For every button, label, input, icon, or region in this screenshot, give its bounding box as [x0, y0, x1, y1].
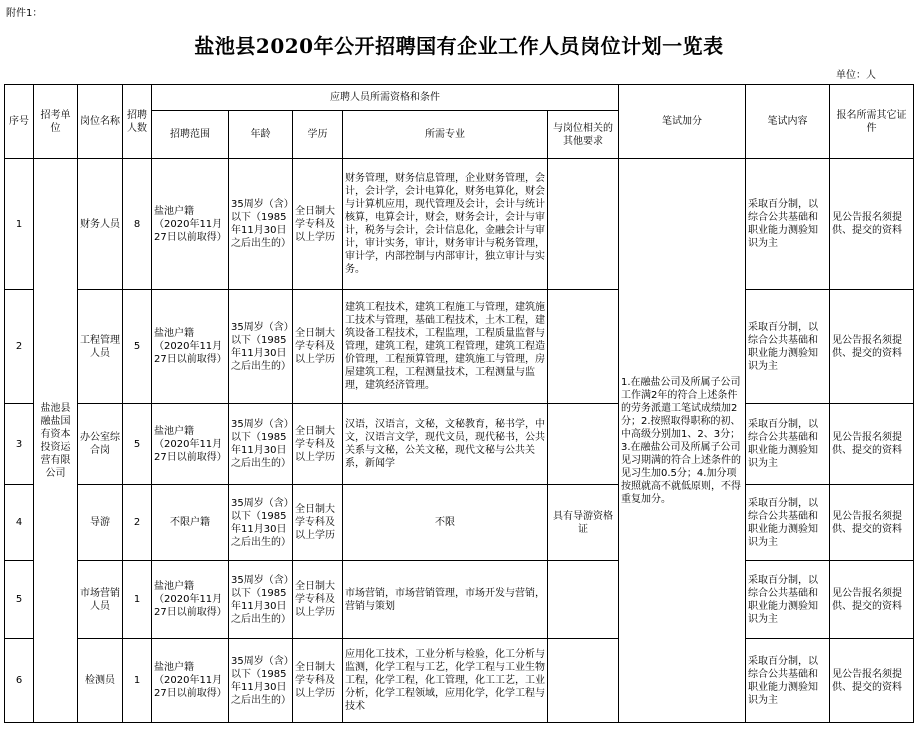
header-post: 岗位名称 [78, 85, 123, 159]
cell-major: 不限 [343, 485, 548, 561]
cell-count: 1 [123, 639, 152, 723]
cell-education: 全日制大学专科及以上学历 [293, 404, 343, 485]
cell-seq: 4 [5, 485, 34, 561]
cell-post: 工程管理人员 [78, 290, 123, 404]
header-exam: 笔试内容 [746, 85, 830, 159]
cell-docs: 见公告报名须提供、提交的资料 [830, 404, 914, 485]
cell-count: 5 [123, 404, 152, 485]
cell-age: 35周岁（含）以下（1985年11月30日之后出生的） [229, 561, 293, 639]
cell-post: 市场营销人员 [78, 561, 123, 639]
cell-seq: 6 [5, 639, 34, 723]
page-title: 盐池县2020年公开招聘国有企业工作人员岗位计划一览表 [194, 34, 724, 58]
cell-major: 应用化工技术，工业分析与检验，化工分析与监测，化学工程与工艺，化学工程与工业生物工程，化学工程，化工管理，化工工艺，工业分析，化学工程领域，应用化学，化学工程与技术 [343, 639, 548, 723]
cell-seq: 3 [5, 404, 34, 485]
cell-seq: 5 [5, 561, 34, 639]
cell-count: 2 [123, 485, 152, 561]
header-age: 年龄 [229, 111, 293, 159]
cell-exam: 采取百分制，以综合公共基础和职业能力测验知识为主 [746, 404, 830, 485]
header-education: 学历 [293, 111, 343, 159]
recruitment-plan-table [4, 84, 914, 723]
header-seq: 序号 [5, 85, 34, 159]
cell-age: 35周岁（含）以下（1985年11月30日之后出生的） [229, 404, 293, 485]
cell-docs: 见公告报名须提供、提交的资料 [830, 561, 914, 639]
cell-other [548, 639, 619, 723]
table-row [5, 639, 914, 723]
cell-exam: 采取百分制，以综合公共基础和职业能力测验知识为主 [746, 159, 830, 290]
cell-docs: 见公告报名须提供、提交的资料 [830, 290, 914, 404]
table-row [5, 290, 914, 404]
unit-label: 单位：人 [836, 70, 876, 81]
cell-education: 全日制大学专科及以上学历 [293, 639, 343, 723]
header-count: 招聘人数 [123, 85, 152, 159]
cell-education: 全日制大学专科及以上学历 [293, 159, 343, 290]
header-bonus: 笔试加分 [619, 85, 746, 159]
cell-major: 建筑工程技术，建筑工程施工与管理，建筑施工技术与管理，基础工程技术，土木工程，建筑设备工程技术，工程监理，工程质量监督与管理，建筑工程，建筑工程管理，建筑工程造价管理，工程预算管理，建筑施工与管理，房屋建筑工程，工程测量技术，工程测量与监理，建筑经济管理。 [343, 290, 548, 404]
cell-exam: 采取百分制，以综合公共基础和职业能力测验知识为主 [746, 561, 830, 639]
cell-age: 35周岁（含）以下（1985年11月30日之后出生的） [229, 290, 293, 404]
cell-seq: 1 [5, 159, 34, 290]
cell-scope: 盐池户籍（2020年11月27日以前取得） [152, 404, 229, 485]
cell-scope: 盐池户籍（2020年11月27日以前取得） [152, 639, 229, 723]
cell-other [548, 404, 619, 485]
header-scope: 招聘范围 [152, 111, 229, 159]
cell-education: 全日制大学专科及以上学历 [293, 485, 343, 561]
cell-exam: 采取百分制，以综合公共基础和职业能力测验知识为主 [746, 485, 830, 561]
cell-bonus: 1.在融盐公司及所属子公司工作满2年的符合上述条件的劳务派遣工笔试成绩加2分；2.按照取得职称的初、中高级分别加1、2、3分；3.在融盐公司及所属子公司见习期满的符合上述条件的见习生加0.5分；4.加分项按照就高不就低原则，不得重复加分。 [619, 159, 746, 723]
cell-scope: 盐池户籍（2020年11月27日以前取得） [152, 159, 229, 290]
cell-scope: 盐池户籍（2020年11月27日以前取得） [152, 561, 229, 639]
cell-seq: 2 [5, 290, 34, 404]
cell-scope: 盐池户籍（2020年11月27日以前取得） [152, 290, 229, 404]
table-row [5, 485, 914, 561]
cell-count: 1 [123, 561, 152, 639]
cell-exam: 采取百分制，以综合公共基础和职业能力测验知识为主 [746, 639, 830, 723]
cell-other [548, 290, 619, 404]
cell-docs: 见公告报名须提供、提交的资料 [830, 159, 914, 290]
cell-other: 具有导游资格证 [548, 485, 619, 561]
cell-scope: 不限户籍 [152, 485, 229, 561]
cell-age: 35周岁（含）以下（1985年11月30日之后出生的） [229, 485, 293, 561]
cell-other [548, 159, 619, 290]
cell-post: 财务人员 [78, 159, 123, 290]
cell-exam: 采取百分制，以综合公共基础和职业能力测验知识为主 [746, 290, 830, 404]
cell-education: 全日制大学专科及以上学历 [293, 561, 343, 639]
cell-docs: 见公告报名须提供、提交的资料 [830, 639, 914, 723]
cell-other [548, 561, 619, 639]
table-row [5, 159, 914, 290]
header-docs: 报名所需其它证件 [830, 85, 914, 159]
cell-post: 办公室综合岗 [78, 404, 123, 485]
cell-post: 检测员 [78, 639, 123, 723]
header-other: 与岗位相关的其他要求 [548, 111, 619, 159]
table-row [5, 561, 914, 639]
header-employer: 招考单位 [34, 85, 78, 159]
cell-count: 5 [123, 290, 152, 404]
cell-count: 8 [123, 159, 152, 290]
cell-post: 导游 [78, 485, 123, 561]
cell-education: 全日制大学专科及以上学历 [293, 290, 343, 404]
attachment-label: 附件1： [6, 8, 43, 19]
cell-employer: 盐池县融盐国有资本投资运营有限公司 [34, 159, 78, 723]
header-qualification-group: 应聘人员所需资格和条件 [152, 85, 619, 111]
cell-major: 市场营销，市场营销管理，市场开发与营销，营销与策划 [343, 561, 548, 639]
cell-age: 35周岁（含）以下（1985年11月30日之后出生的） [229, 159, 293, 290]
cell-major: 财务管理，财务信息管理，企业财务管理，会计，会计学，会计电算化，财务电算化，财会与计算机应用，现代管理及会计，会计与统计核算，电算会计，财会，财务会计，会计与审计，税务与会计，会计信息化，金融会计与审计，审计实务，审计，财务审计与税务管理，审计学，内部控制与内部审计，独立审计与实务。 [343, 159, 548, 290]
cell-major: 汉语，汉语言，文秘，文秘教育，秘书学，中文，汉语言文学，现代文员，现代秘书，公共关系与文秘，公关文秘，现代文秘与公共关系，新闻学 [343, 404, 548, 485]
table-row [5, 404, 914, 485]
header-major: 所需专业 [343, 111, 548, 159]
cell-docs: 见公告报名须提供、提交的资料 [830, 485, 914, 561]
cell-age: 35周岁（含）以下（1985年11月30日之后出生的） [229, 639, 293, 723]
